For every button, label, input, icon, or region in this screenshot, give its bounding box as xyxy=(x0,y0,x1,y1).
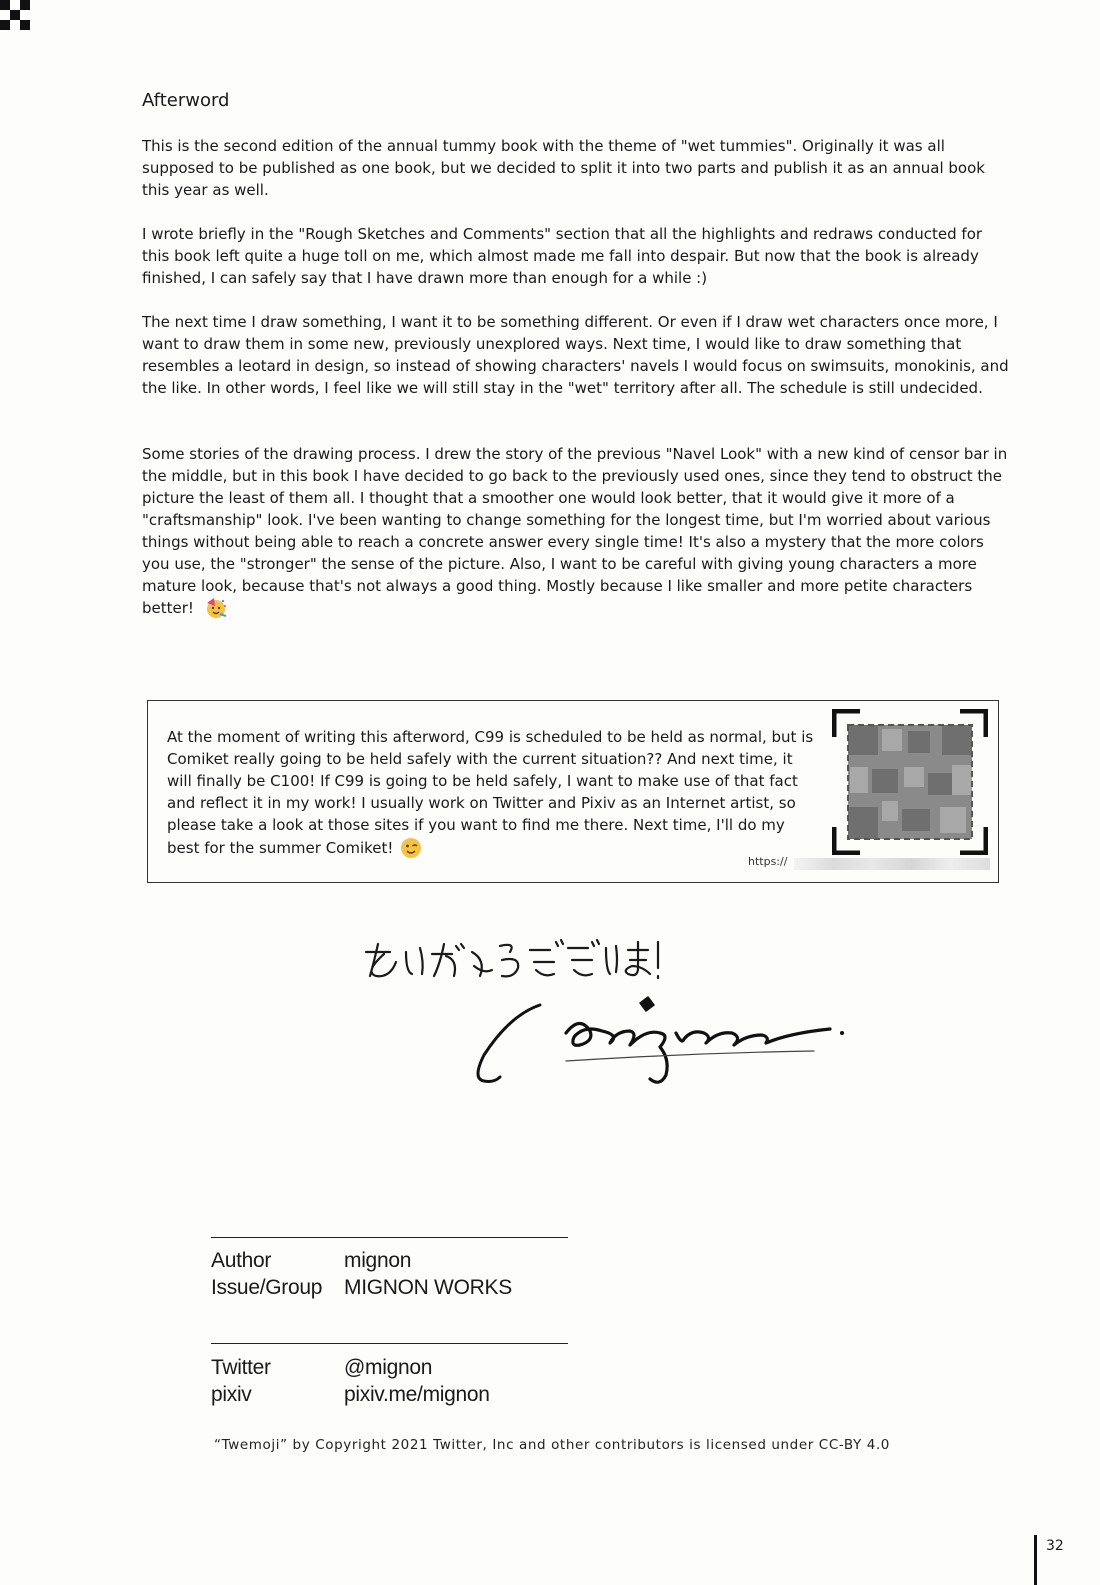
credits-divider-top xyxy=(211,1237,568,1238)
body-paragraph: The next time I draw something, I want it to be something different. Or even if I draw wet characters once more, I want to draw them in some new, previously unexplored ways. Next time, I would like to draw something that resembles a leotard in design, so instead of showing characters' navels I would focus on swimsuits, monokinis, and the like. In other words, I feel like we will still stay in the "wet" territory after all. The schedule is still undecided. xyxy=(142,313,1009,397)
author-label: Author xyxy=(211,1249,272,1272)
body-paragraph-text: Some stories of the drawing process. I drew the story of the previous "Navel Look" with a new kind of censor bar in the middle, but in this book I have decided to go back to the previously used ones, since they tend to obstruct the picture the least of them all. I thought that a smoother one would look better, that it would give it more of a "craftsmanship" look. I've been wanting to change something for the longest time, but I'm worried about various things without being able to reach a concrete answer every single time! It's also a mystery that the more colors you use, the "stronger" the sense of the picture. Also, I want to be careful with giving young characters a more mature look, because that's not always a good thing. Mostly because I like smaller and more petite characters better! xyxy=(142,445,1008,617)
author-value: mignon xyxy=(344,1249,412,1272)
pixiv-label: pixiv xyxy=(211,1383,252,1406)
body-paragraph: This is the second edition of the annual tummy book with the theme of "wet tummies". Originally it was all supposed to be published as one book, but we decided to split it into two parts and publish it as an annual book this year as well. xyxy=(142,137,985,199)
body-paragraph-last xyxy=(142,443,1010,619)
body-paragraph: I wrote briefly in the "Rough Sketches and Comments" section that all the highlights and redraws conducted for this book left quite a huge toll on me, which almost made me fall into despair. But now that the book is already finished, I can safely say that I have drawn more than enough for a while :) xyxy=(142,225,983,287)
party-face-icon xyxy=(204,597,228,619)
page-title: Afterword xyxy=(142,90,230,111)
note-text xyxy=(167,726,817,860)
group-label: Issue/Group xyxy=(211,1276,323,1299)
license-notice: “Twemoji” by Copyright 2021 Twitter, Inc and other contributors is licensed under CC-BY 4.0 xyxy=(214,1437,890,1453)
page-number-bar xyxy=(1034,1535,1037,1585)
group-value: MIGNON WORKS xyxy=(344,1276,512,1299)
twitter-label: Twitter xyxy=(211,1356,271,1379)
crop-corner-mark xyxy=(0,0,30,30)
qr-code-blurred xyxy=(832,709,988,855)
twitter-value: @mignon xyxy=(344,1356,433,1379)
url-label: https:// xyxy=(748,855,788,868)
url-blurred xyxy=(794,858,990,870)
note-box xyxy=(147,700,999,883)
handwritten-thanks xyxy=(360,932,680,990)
winking-face-icon xyxy=(399,836,423,860)
credits-divider-bottom xyxy=(211,1343,568,1344)
handwritten-signature xyxy=(470,995,860,1095)
pixiv-value: pixiv.me/mignon xyxy=(344,1383,490,1406)
note-body: At the moment of writing this afterword, C99 is scheduled to be held as normal, but is Comiket really going to be held safely with the current situation?? And next time, it will finally be C100! If C99 is going to be held safely, I want to make use of that fact and reflect it in my work! I usually work on Twitter and Pixiv as an Internet artist, so please take a look at those sites if you want to find me there. Next time, I'll do my best for the summer Comiket! xyxy=(167,728,814,857)
page-number: 32 xyxy=(1046,1538,1064,1554)
